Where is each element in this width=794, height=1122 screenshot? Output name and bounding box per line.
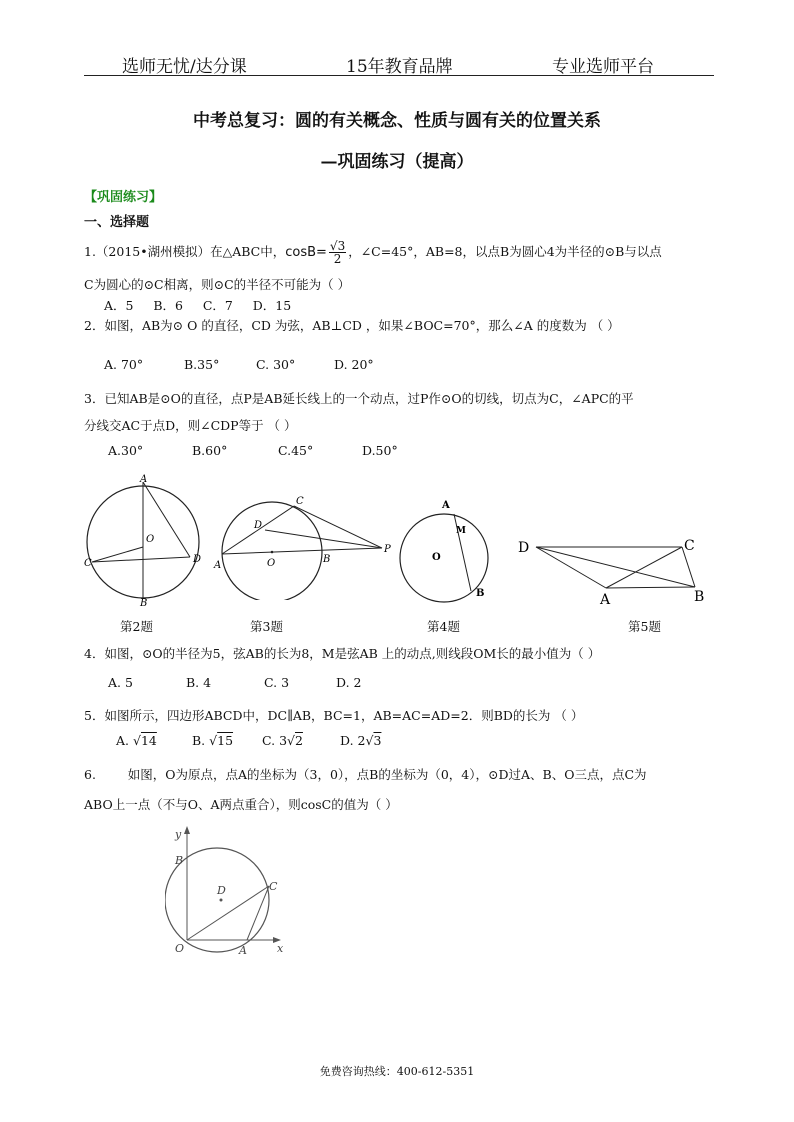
fig3-label-d: D <box>254 520 263 531</box>
fig5-label-a: A <box>600 592 611 608</box>
fig5-label-b: B <box>694 589 705 605</box>
q2-option-d: D. 20° <box>334 357 374 372</box>
q5-a-rad: 14 <box>140 733 157 748</box>
figure-3-caption: 第3题 <box>250 619 283 634</box>
q5-a-label: A. <box>116 733 130 748</box>
q4-option-b: B. 4 <box>186 675 212 690</box>
fig4-label-m: M <box>456 526 466 536</box>
fig3-label-a: A <box>214 560 222 571</box>
fig3-label-c: C <box>296 496 304 507</box>
section-tag: 【巩固练习】 <box>84 190 163 205</box>
q1-cos-label: cosB= <box>285 245 327 260</box>
q5-b-label: B. <box>192 733 206 748</box>
fig2-label-o: O <box>146 534 155 545</box>
figure-2 <box>80 470 210 610</box>
q1-cos-fraction <box>329 240 346 265</box>
question-3-line1: 3．已知AB是⊙O的直径，点P是AB延长线上的一个动点，过P作⊙O的切线，切点为C，∠APC的平 <box>84 391 634 406</box>
q1-part1: 1.（2015•湖州模拟）在△ABC中， <box>84 244 286 259</box>
fig5-label-d: D <box>518 540 530 556</box>
fig6-label-o: O <box>175 942 185 955</box>
figure-4-caption: 第4题 <box>427 619 460 634</box>
q5-option-c: C. 3√2 <box>262 733 303 748</box>
footer-hotline: 免费咨询热线：400-612-5351 <box>319 1065 475 1078</box>
question-6-line2: ABO上一点（不与O、A两点重合），则cosC的值为（ ） <box>84 797 398 812</box>
fig2-label-d: D <box>193 554 202 565</box>
q4-option-d: D. 2 <box>336 675 362 690</box>
q5-c-label: C. <box>262 733 276 748</box>
page-title-line2: —巩固练习（提高） <box>320 152 474 172</box>
fig3-label-b: B <box>323 554 331 565</box>
q5-option-b: B. √15 <box>192 733 234 748</box>
page-title-line1: 中考总复习：圆的有关概念、性质与圆有关的位置关系 <box>193 111 601 131</box>
q5-option-a: A. √14 <box>116 733 157 748</box>
header-middle: 15年教育品牌 <box>346 57 453 77</box>
question-6-line1: 6. 如图，O为原点，点A的坐标为（3，0），点B的坐标为（0，4），⊙D过A、B、O三点，点C为 <box>84 767 647 782</box>
q1-cos-den: 2 <box>333 252 342 266</box>
fig4-label-b: B <box>476 588 485 599</box>
question-3-line2: 分线交AC于点D，则∠CDP等于 （ ） <box>84 418 297 433</box>
figure-2-caption: 第2题 <box>120 619 153 634</box>
fig2-label-b: B <box>140 598 148 609</box>
q5-option-d: D. 2√3 <box>340 733 382 748</box>
fig6-label-a: A <box>239 944 247 957</box>
q5-d-label: D. <box>340 733 354 748</box>
figure-5-caption: 第5题 <box>628 619 661 634</box>
q5-c-rad: 2 <box>295 733 303 748</box>
question-1-line1 <box>84 240 662 265</box>
fig5-label-c: C <box>684 538 695 554</box>
q5-d-rad: 3 <box>373 733 382 748</box>
q5-d-coef: 2 <box>357 733 366 748</box>
header-left: 选师无忧/达分课 <box>122 57 247 77</box>
header-right: 专业选师平台 <box>552 57 654 77</box>
fig6-label-x: x <box>277 942 284 955</box>
q3-option-b: B.60° <box>192 443 228 458</box>
header-rule <box>84 75 714 76</box>
q1-part2: ，∠C=45°，AB=8，以点B为圆心4为半径的⊙B与以点 <box>348 244 662 259</box>
question-4-text: 4．如图，⊙O的半径为5，弦AB的长为8，M是弦AB 上的动点,则线段OM长的最小值为（ ） <box>84 646 601 661</box>
q5-b-rad: 15 <box>217 733 234 748</box>
q3-option-d: D.50° <box>362 443 398 458</box>
q1-cos-num: √3 <box>329 239 346 253</box>
fig4-label-a: A <box>442 500 450 511</box>
fig6-label-b: B <box>175 854 184 867</box>
question-5-text: 5．如图所示，四边形ABCD中，DC∥AB，BC=1，AB=AC=AD=2．则BD的长为 （ ） <box>84 708 584 723</box>
q2-option-a: A. 70° <box>104 357 144 372</box>
fig4-label-o: O <box>432 552 441 563</box>
q3-option-c: C.45° <box>278 443 314 458</box>
figure-5 <box>510 530 715 610</box>
fig3-label-p: P <box>384 544 391 555</box>
question-2-text: 2．如图，AB为⊙ O 的直径，CD 为弦，AB⊥CD ，如果∠BOC=70°，那么∠A 的度数为 （ ） <box>84 318 620 333</box>
q5-c-coef: 3 <box>279 733 288 748</box>
fig6-label-c: C <box>269 880 278 893</box>
figure-6 <box>165 822 295 957</box>
q2-option-b: B.35° <box>184 357 220 372</box>
q4-option-c: C. 3 <box>264 675 290 690</box>
fig6-label-y: y <box>175 828 182 841</box>
q3-option-a: A.30° <box>108 443 144 458</box>
section-heading: 一、选择题 <box>84 215 150 230</box>
figure-4 <box>392 496 502 606</box>
question-1-options: A．5 B．6 C．7 D．15 <box>104 298 292 313</box>
q2-option-c: C. 30° <box>256 357 296 372</box>
fig6-label-d: D <box>217 884 226 897</box>
fig3-label-o: O <box>267 558 276 569</box>
question-1-line2: C为圆心的⊙C相离，则⊙C的半径不可能为（ ） <box>84 277 351 292</box>
fig2-label-c: C <box>84 558 92 569</box>
q4-option-a: A. 5 <box>108 675 133 690</box>
figure-3 <box>210 490 400 600</box>
fig2-label-a: A <box>140 474 148 485</box>
